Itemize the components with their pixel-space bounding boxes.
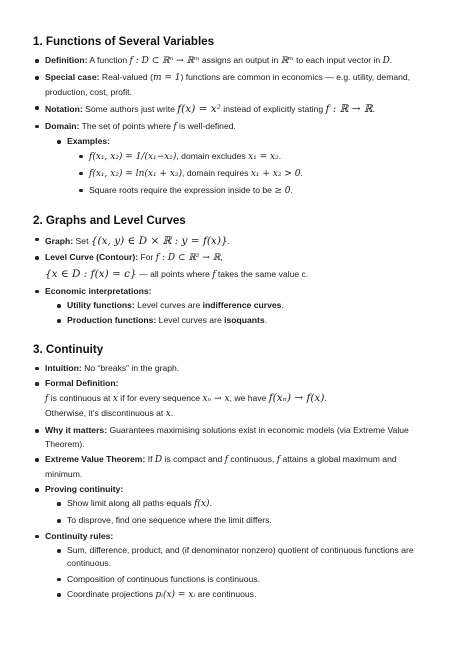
item-label: Intuition:	[45, 362, 82, 373]
item-text: Level curves are	[156, 315, 225, 326]
math-expression: D	[382, 56, 390, 67]
item-label: Extreme Value Theorem:	[45, 453, 146, 464]
list-item-continuity-rules	[33, 530, 434, 603]
list-item-why-it-matters	[33, 424, 434, 451]
item-text: Guarantees maximising solutions exist in economic models (via Extreme Value Theorem).	[45, 425, 409, 449]
section-title: 2. Graphs and Level Curves	[33, 213, 186, 227]
sub-list	[45, 299, 434, 328]
item-label: Why it matters:	[45, 425, 108, 436]
item-label: Domain:	[45, 120, 80, 131]
math-expression: f	[212, 269, 216, 280]
item-text: Sum, difference, product, and (if denominator nonzero) quotient of continuous functions are continuous.	[67, 545, 414, 569]
item-label: Notation:	[45, 104, 83, 115]
item-label: Utility functions:	[67, 300, 135, 311]
item-text: .	[209, 498, 212, 509]
formal-definition-otherwise	[45, 407, 434, 422]
list-item-example-1	[77, 150, 434, 165]
list-item-economic-interpretations	[33, 285, 434, 328]
item-label: Graph:	[45, 235, 74, 246]
math-expression: {(x, y) ∈ D × ℝ : y = f(x)}	[90, 234, 228, 247]
item-text: Show limit along all paths equals	[67, 498, 195, 509]
item-text: Some authors just write	[82, 104, 178, 115]
section-title: 3. Continuity	[33, 342, 104, 356]
item-text: takes the same value c.	[215, 268, 309, 279]
item-text: to each input vector in	[293, 55, 383, 66]
item-text: .	[324, 393, 327, 404]
list-item-definition	[33, 54, 434, 69]
item-text: are continuous.	[195, 588, 257, 599]
sub-list	[45, 497, 434, 527]
list-item-formal-definition	[33, 377, 434, 422]
list-item-prove-1	[55, 497, 434, 512]
item-text: .	[278, 150, 282, 161]
list-item-proving-continuity	[33, 483, 434, 528]
item-emphasis: isoquants	[224, 315, 265, 326]
item-label: Definition:	[45, 55, 88, 66]
level-curve-definition	[45, 266, 434, 283]
list-item-examples	[55, 135, 434, 198]
sub-list	[67, 150, 434, 199]
math-expression: m = 1	[152, 73, 181, 83]
math-expression: f(x₁, x₂) = ln(x₁ + x₂)	[89, 168, 183, 179]
item-text: Square roots require the expression inside to be	[89, 184, 275, 195]
math-expression: f(x)	[194, 499, 210, 510]
section-list	[33, 233, 434, 328]
item-text: assigns an output in	[199, 55, 281, 66]
math-expression: x	[112, 394, 118, 405]
math-expression: f(x) = x²	[177, 103, 221, 116]
sub-list	[45, 544, 434, 603]
item-text: .	[281, 300, 284, 311]
item-text: .	[264, 315, 268, 326]
sub-list	[45, 135, 434, 198]
item-label: Production functions:	[67, 315, 157, 326]
item-text: Coordinate projections	[67, 588, 156, 599]
list-item-extreme-value-theorem	[33, 453, 434, 481]
item-text: .	[290, 184, 293, 195]
item-text: The set of points where	[79, 120, 174, 131]
item-text: , domain requires	[182, 167, 251, 178]
math-expression: f(xₙ) → f(x)	[268, 392, 325, 405]
section-title: 1. Functions of Several Variables	[33, 35, 215, 48]
item-text: attains a global maximum and minimum.	[45, 453, 397, 479]
list-item-utility	[55, 299, 434, 312]
item-text: Composition of continuous functions is continuous.	[67, 573, 260, 584]
list-item-rule-3	[55, 588, 434, 603]
item-text: For	[138, 251, 156, 262]
formal-definition-line	[45, 390, 434, 407]
math-expression: f	[276, 454, 281, 465]
math-expression: f	[45, 394, 49, 405]
item-text: is continuous at	[48, 393, 113, 404]
list-item-prove-2	[55, 514, 434, 527]
math-expression: x₁ = x₂	[248, 151, 279, 162]
item-text: ,	[220, 251, 223, 262]
list-item-rule-1	[55, 544, 434, 571]
item-text: Real-valued (	[99, 72, 153, 82]
section-list	[33, 54, 434, 199]
math-expression: ℝᵐ	[280, 56, 294, 67]
item-text: .	[372, 104, 375, 115]
item-text: , domain excludes	[176, 150, 249, 161]
math-expression: pᵢ(x) = xᵢ	[155, 589, 196, 600]
section-list	[33, 362, 434, 603]
math-expression: x	[165, 409, 171, 420]
item-text: instead of explicitly stating	[220, 104, 326, 115]
item-label: Continuity rules:	[45, 530, 114, 541]
math-expression: f : ℝ → ℝ	[325, 103, 373, 116]
list-item-rule-2	[55, 573, 434, 586]
list-item-example-2	[77, 167, 434, 182]
list-item-level-curve	[33, 251, 434, 283]
item-text: .	[300, 167, 303, 178]
math-expression: f(x₁, x₂) = 1/(x₁−x₂)	[89, 151, 177, 162]
list-item-graph	[33, 233, 434, 249]
item-emphasis: indifference curves	[202, 300, 282, 311]
math-expression: D	[154, 454, 163, 465]
list-item-notation	[33, 101, 434, 117]
list-item-special-case	[33, 71, 434, 99]
item-text: No “breaks” in the graph.	[81, 362, 180, 373]
math-expression: x₁ + x₂ > 0	[250, 168, 301, 179]
item-label: Formal Definition:	[45, 378, 119, 389]
item-label: Special case:	[45, 72, 100, 82]
item-label: Level Curve (Contour):	[45, 251, 139, 262]
item-text: A function	[87, 55, 130, 66]
item-text: if for every sequence	[117, 393, 203, 404]
item-text: .	[389, 55, 393, 66]
item-text: Otherwise, it’s discontinuous at	[45, 408, 166, 419]
math-expression: f	[224, 454, 229, 465]
item-text: is compact and	[162, 453, 225, 464]
math-expression: f : D ⊂ ℝ² → ℝ	[155, 252, 221, 263]
item-label: Economic interpretations:	[45, 285, 152, 296]
item-label: Proving continuity:	[45, 484, 124, 495]
item-text: .	[170, 408, 174, 419]
item-text: — all points where	[136, 268, 213, 279]
item-text: is well-defined.	[176, 120, 236, 131]
list-item-production	[55, 314, 434, 327]
item-label: Examples:	[67, 136, 110, 147]
item-text: Level curves are	[134, 300, 203, 311]
item-text: .	[227, 235, 231, 246]
math-expression: {x ∈ D : f(x) = c}	[45, 267, 137, 280]
list-item-domain	[33, 120, 434, 199]
item-text: If	[145, 453, 155, 464]
list-item-example-3	[77, 184, 434, 199]
math-expression: f	[173, 121, 177, 132]
list-item-intuition	[33, 362, 434, 375]
math-expression: ≥ 0	[274, 185, 291, 196]
item-text: To disprove, find one sequence where the limit differs.	[67, 515, 272, 526]
math-expression: f : D ⊂ ℝⁿ → ℝᵐ	[129, 56, 200, 67]
item-text: , we have	[229, 393, 269, 404]
math-expression: xₙ → x	[202, 394, 230, 405]
item-text: ) functions are common in economics — e.g. utility, demand, production, cost, profit.	[45, 72, 411, 97]
item-text: Set	[73, 235, 91, 246]
item-text: continuous,	[228, 453, 277, 464]
